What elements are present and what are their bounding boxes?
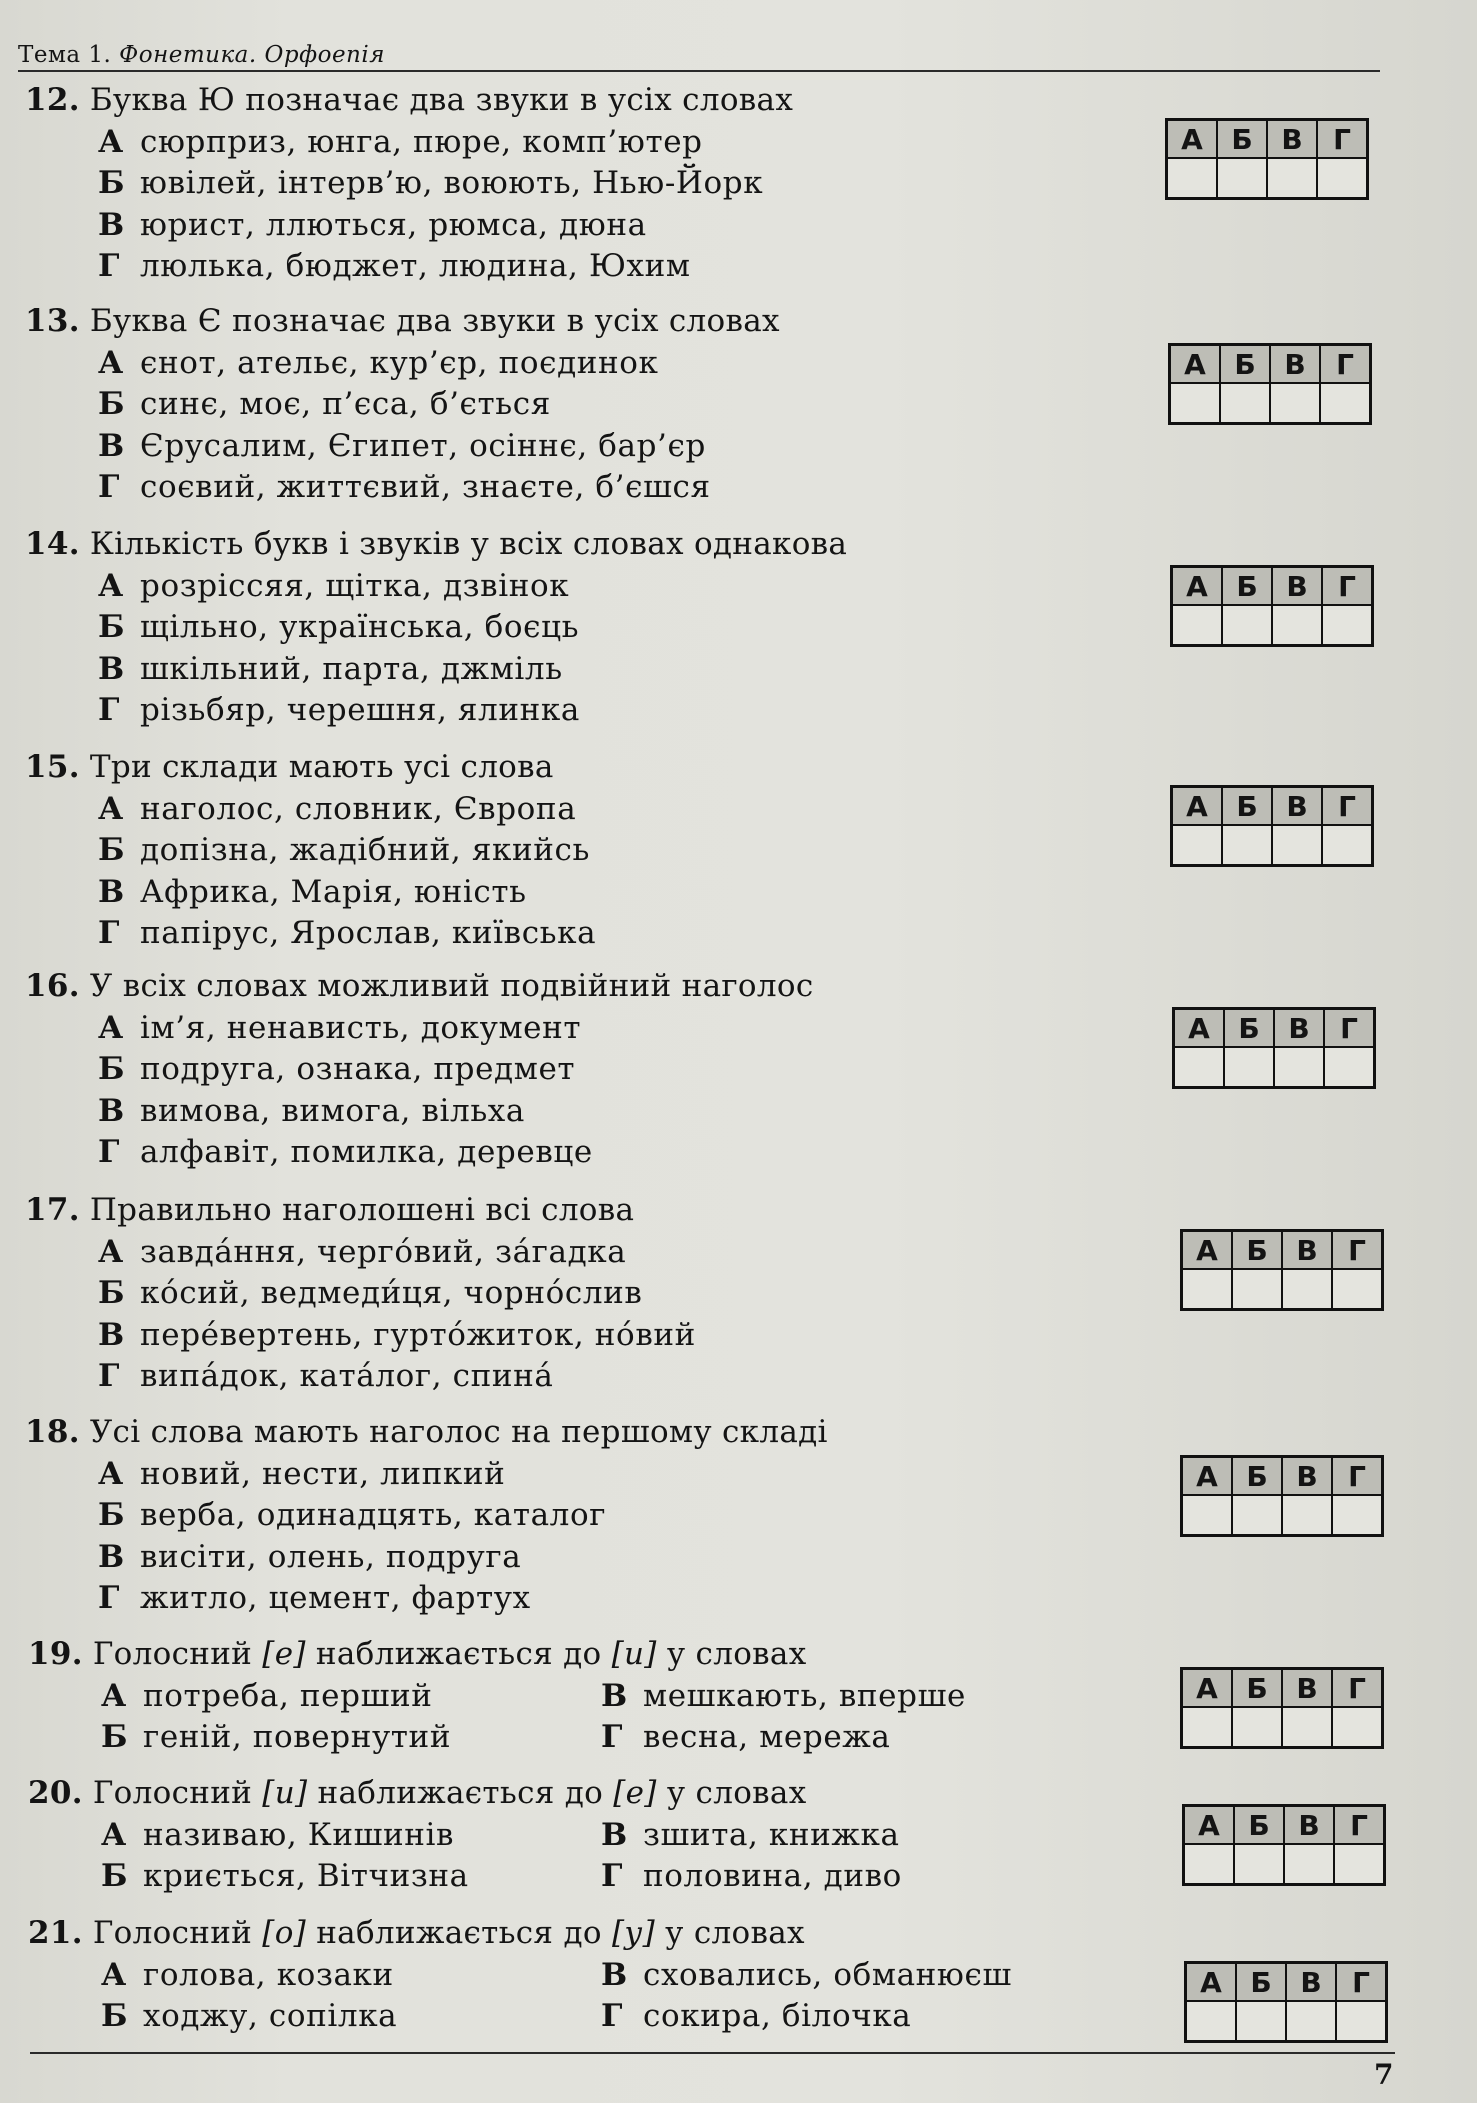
answer-cell-h[interactable]	[1320, 383, 1371, 424]
answer-grid-13: А Б В Г	[1168, 343, 1372, 425]
answer-grid-20: А Б В Г	[1182, 1804, 1386, 1886]
option-b: Б подруга, ознака, предмет	[98, 1051, 576, 1087]
option-a: А наголос, словник, Європа	[98, 790, 577, 827]
answer-grid-18: А Б В Г	[1180, 1455, 1384, 1537]
question-title: 14. Кількість букв і звуків у всіх словах однакова	[25, 526, 848, 562]
answer-cell-h[interactable]	[1317, 158, 1368, 199]
answer-cell-h[interactable]	[1336, 2001, 1387, 2042]
answer-grid-17: А Б В Г	[1180, 1229, 1384, 1311]
answer-cell-v[interactable]	[1274, 1047, 1324, 1088]
answer-cell-b[interactable]	[1224, 1047, 1274, 1088]
question-15	[25, 747, 596, 955]
footer-divider	[30, 2052, 1395, 2054]
answer-cell-h[interactable]	[1322, 605, 1373, 646]
answer-cell-v[interactable]	[1272, 825, 1322, 866]
question-title: 15. Три склади мають усі слова	[25, 749, 554, 785]
question-12	[25, 80, 793, 288]
answer-cell-b[interactable]	[1236, 2001, 1286, 2042]
question-21	[28, 1913, 1021, 2038]
option-a: А потреба, перший	[101, 1677, 433, 1714]
answer-cell-v[interactable]	[1282, 1707, 1332, 1748]
answer-cell-h[interactable]	[1332, 1269, 1383, 1310]
option-v: В Африка, Марія, юність	[98, 873, 527, 910]
option-h: Г люлька, бюджет, людина, Юхим	[98, 248, 691, 284]
question-title: 20. Голосний [и] наближається до [е] у словах	[28, 1775, 807, 1811]
answer-grid-15: А Б В Г	[1170, 785, 1374, 867]
option-v: В зшита, книжка	[601, 1816, 900, 1853]
question-18	[25, 1412, 828, 1620]
answer-cell-v[interactable]	[1284, 1844, 1334, 1885]
question-title: 21. Голосний [о] наближається до [у] у словах	[28, 1915, 805, 1951]
question-title: 12. Буква Ю позначає два звуки в усіх словах	[25, 82, 794, 118]
option-b: Б ювілей, інтерв’ю, воюють, Нью-Йорк	[98, 165, 764, 201]
question-title: 17. Правильно наголошені всі слова	[25, 1192, 635, 1228]
option-a: А сюрприз, юнга, пюре, комп’ютер	[98, 123, 703, 160]
option-v: В шкільний, парта, джміль	[98, 650, 563, 687]
option-b: Б ходжу, сопілка	[101, 1998, 398, 2034]
option-v: В пере́вертень, гурто́житок, но́вий	[98, 1316, 696, 1353]
answer-cell-h[interactable]	[1334, 1844, 1385, 1885]
option-a: А новий, нести, липкий	[98, 1455, 506, 1492]
header-divider	[18, 70, 1380, 72]
answer-cell-b[interactable]	[1217, 158, 1267, 199]
option-h: Г алфавіт, помилка, деревце	[98, 1134, 593, 1170]
answer-cell-b[interactable]	[1234, 1844, 1284, 1885]
question-title: 16. У всіх словах можливий подвійний наголос	[25, 968, 814, 1004]
answer-cell-b[interactable]	[1232, 1707, 1282, 1748]
answer-cell-v[interactable]	[1286, 2001, 1336, 2042]
header-subject: Фонетика. Орфоепія	[119, 42, 385, 68]
option-h: Г соєвий, життєвий, знаєте, б’єшся	[98, 469, 711, 505]
option-b: Б ко́сий, ведмеди́ця, чорно́слив	[98, 1275, 643, 1311]
answer-cell-h[interactable]	[1332, 1707, 1383, 1748]
option-b: Б синє, моє, п’єса, б’ється	[98, 386, 551, 422]
answer-cell-v[interactable]	[1267, 158, 1317, 199]
question-13	[25, 301, 780, 509]
option-v: В сховались, обманюєш	[601, 1956, 1012, 1993]
option-h: Г різьбяр, черешня, ялинка	[98, 692, 580, 728]
answer-cell-v[interactable]	[1282, 1269, 1332, 1310]
answer-cell-a[interactable]	[1182, 1707, 1233, 1748]
answer-cell-a[interactable]	[1182, 1269, 1233, 1310]
option-b: Б допізна, жадібний, якийсь	[98, 832, 590, 868]
answer-cell-b[interactable]	[1222, 605, 1272, 646]
header-topic: Тема 1.	[18, 42, 112, 68]
answer-cell-h[interactable]	[1324, 1047, 1375, 1088]
answer-cell-a[interactable]	[1184, 1844, 1235, 1885]
answer-grid-16: А Б В Г	[1172, 1007, 1376, 1089]
question-title: 18. Усі слова мають наголос на першому складі	[25, 1414, 828, 1450]
question-14	[25, 524, 847, 732]
answer-cell-h[interactable]	[1332, 1495, 1383, 1536]
option-a: А розріссяя, щітка, дзвінок	[98, 567, 570, 604]
option-b: Б щільно, українська, боєць	[98, 609, 580, 645]
question-16	[25, 966, 813, 1174]
answer-cell-a[interactable]	[1172, 605, 1223, 646]
option-v: В висіти, олень, подруга	[98, 1538, 522, 1575]
answer-cell-a[interactable]	[1172, 825, 1223, 866]
option-v: В мешкають, вперше	[601, 1677, 966, 1714]
answer-cell-a[interactable]	[1170, 383, 1221, 424]
option-h: Г половина, диво	[601, 1858, 902, 1894]
option-b: Б верба, одинадцять, каталог	[98, 1497, 607, 1533]
option-v: В Єрусалим, Єгипет, осіннє, бар’єр	[98, 427, 706, 464]
answer-grid-21: А Б В Г	[1184, 1961, 1388, 2043]
question-17	[25, 1190, 696, 1398]
question-19	[28, 1634, 1021, 1759]
page-header	[18, 42, 1378, 68]
option-a: А голова, козаки	[101, 1956, 394, 1993]
option-h: Г весна, мережа	[601, 1719, 891, 1755]
answer-cell-a[interactable]	[1174, 1047, 1225, 1088]
option-a: А називаю, Кишинів	[101, 1816, 455, 1853]
answer-cell-b[interactable]	[1232, 1495, 1282, 1536]
option-h: Г сокира, білочка	[601, 1998, 912, 2034]
option-h: Г житло, цемент, фартух	[98, 1580, 531, 1616]
answer-cell-a[interactable]	[1186, 2001, 1237, 2042]
answer-cell-v[interactable]	[1282, 1495, 1332, 1536]
option-a: А завда́ння, черго́вий, за́гадка	[98, 1233, 627, 1270]
answer-cell-v[interactable]	[1272, 605, 1322, 646]
option-v: В вимова, вимога, вільха	[98, 1092, 525, 1129]
question-20	[28, 1773, 1021, 1898]
option-b: Б криється, Вітчизна	[101, 1858, 469, 1894]
answer-cell-b[interactable]	[1222, 825, 1272, 866]
option-h: Г папірус, Ярослав, київська	[98, 915, 597, 951]
question-title: 13. Буква Є позначає два звуки в усіх словах	[25, 303, 780, 339]
answer-cell-a[interactable]	[1182, 1495, 1233, 1536]
option-h: Г випа́док, ката́лог, спина́	[98, 1358, 554, 1394]
answer-cell-b[interactable]	[1232, 1269, 1282, 1310]
option-v: В юрист, ллються, рюмса, дюна	[98, 206, 647, 243]
page-number: 7	[1374, 2058, 1394, 2091]
option-a: А ім’я, ненависть, документ	[98, 1009, 582, 1046]
option-b: Б геній, повернутий	[101, 1719, 452, 1755]
answer-grid-12: А Б В Г	[1165, 118, 1369, 200]
option-a: А єнот, ательє, кур’єр, поєдинок	[98, 344, 659, 381]
answer-cell-v[interactable]	[1270, 383, 1320, 424]
answer-grid-19: А Б В Г	[1180, 1667, 1384, 1749]
answer-cell-b[interactable]	[1220, 383, 1270, 424]
answer-grid-14: А Б В Г	[1170, 565, 1374, 647]
question-title: 19. Голосний [е] наближається до [и] у словах	[28, 1636, 807, 1672]
answer-cell-a[interactable]	[1167, 158, 1218, 199]
answer-cell-h[interactable]	[1322, 825, 1373, 866]
